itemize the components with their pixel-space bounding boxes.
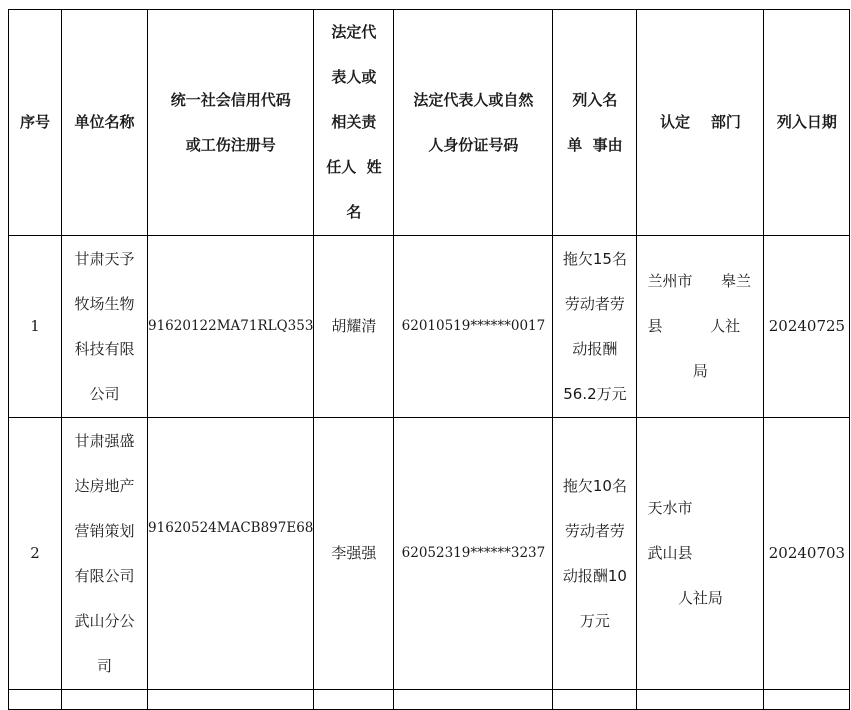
row-index: 1 bbox=[9, 236, 62, 418]
header-index: 序号 bbox=[9, 10, 62, 236]
header-code: 统一社会信用代码 或工伤注册号 bbox=[148, 10, 314, 236]
row-credit-code: 91620524MACB897E68 bbox=[148, 418, 314, 690]
header-date: 列入日期 bbox=[764, 10, 850, 236]
header-person: 法定代 表人或 相关责 任人 姓 名 bbox=[314, 10, 394, 236]
header-name: 单位名称 bbox=[62, 10, 148, 236]
row-credit-code: 91620122MA71RLQ353 bbox=[148, 236, 314, 418]
row-company-name: 甘肃强盛 达房地产 营销策划 有限公司 武山分公 司 bbox=[62, 418, 148, 690]
row-date: 20240703 bbox=[764, 418, 850, 690]
row-date: 20240725 bbox=[764, 236, 850, 418]
header-dept: 认定 部门 bbox=[637, 10, 764, 236]
row-id-number: 62010519******0017 bbox=[394, 236, 553, 418]
table-row bbox=[9, 690, 850, 710]
row-dept: 天水市 武山县 人社局 bbox=[637, 418, 764, 690]
table-row bbox=[9, 418, 850, 690]
row-reason: 拖欠15名 劳动者劳 动报酬 56.2万元 bbox=[553, 236, 637, 418]
header-reason: 列入名 单 事由 bbox=[553, 10, 637, 236]
row-reason: 拖欠10名 劳动者劳 动报酬10 万元 bbox=[553, 418, 637, 690]
table-row bbox=[9, 236, 850, 418]
row-dept: 兰州市 皋兰 县 人社 局 bbox=[637, 236, 764, 418]
blacklist-table bbox=[8, 9, 850, 710]
row-id-number: 62052319******3237 bbox=[394, 418, 553, 690]
row-person: 李强强 bbox=[314, 418, 394, 690]
header-id: 法定代表人或自然 人身份证号码 bbox=[394, 10, 553, 236]
row-company-name: 甘肃天予 牧场生物 科技有限 公司 bbox=[62, 236, 148, 418]
row-index: 2 bbox=[9, 418, 62, 690]
row-person: 胡耀清 bbox=[314, 236, 394, 418]
header-row bbox=[9, 10, 850, 236]
